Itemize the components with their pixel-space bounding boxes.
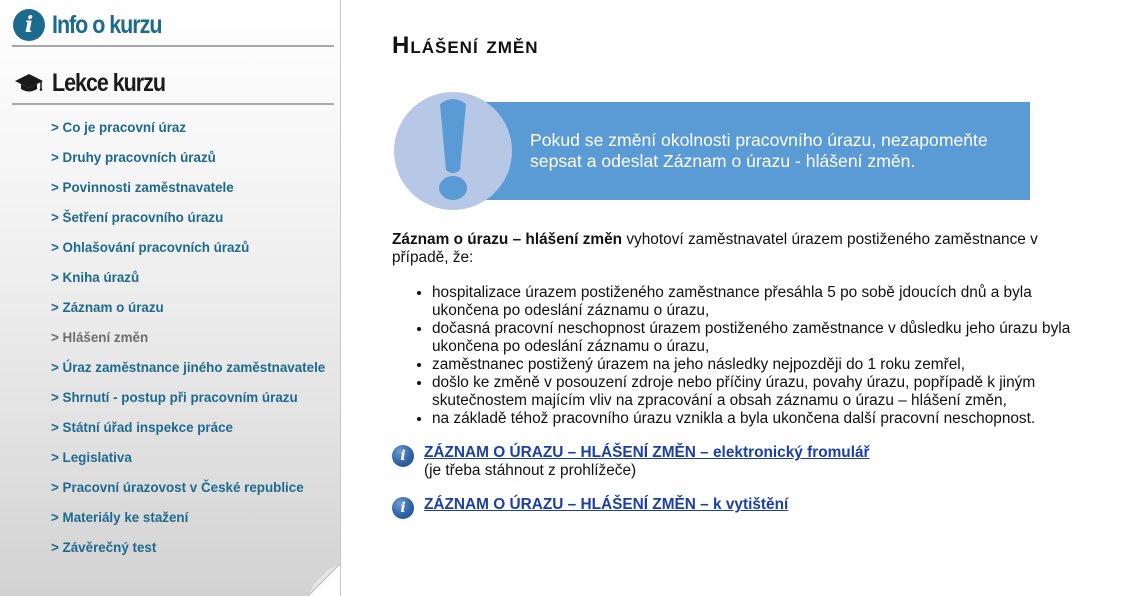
link-print-form[interactable]: ZÁZNAM O ÚRAZU – HLÁŠENÍ ZMĚN – k vytištění: [424, 496, 789, 513]
info-o-kurzu-title[interactable]: Info o kurzu: [52, 10, 162, 39]
graduation-cap-icon: [12, 66, 46, 100]
page-title: Hlášení změn: [392, 32, 539, 59]
sidebar-item[interactable]: > Povinnosti zaměstnavatele: [51, 178, 325, 208]
info-icon: i: [392, 445, 414, 467]
link-row-electronic: [392, 444, 870, 480]
intro-bold: Záznam o úrazu – hlášení změn: [392, 231, 623, 248]
lekce-kurzu-header[interactable]: [12, 63, 334, 105]
list-item: • zaměstnanec postižený úrazem na jeho následky nejpozději do 1 roku zemřel,: [432, 356, 1082, 374]
sidebar-item[interactable]: > Pracovní úrazovost v České republice: [51, 478, 325, 508]
sidebar-item[interactable]: > Státní úřad inspekce práce: [51, 418, 325, 448]
info-o-kurzu-header[interactable]: [12, 5, 334, 47]
sidebar-item[interactable]: > Záznam o úrazu: [51, 298, 325, 328]
sidebar-item[interactable]: > Co je pracovní úraz: [51, 118, 325, 148]
list-item: • došlo ke změně v posouzení zdroje nebo příčiny úrazu, povahy úrazu, popřípadě k jiným skutečnostem majícím vliv na zpracování a obsah záznamu o úrazu – hlášení změn,: [432, 374, 1082, 410]
sidebar-item[interactable]: > Šetření pracovního úrazu: [51, 208, 325, 238]
info-icon: i: [12, 8, 46, 42]
lesson-nav: [51, 118, 325, 568]
callout-box: [392, 90, 1032, 215]
list-item: • hospitalizace úrazem postiženého zaměstnance přesáhla 5 po sobě jdoucích dnů a byla ukončena po odeslání záznamu o úrazu,: [432, 284, 1082, 320]
exclamation-icon: [394, 92, 512, 210]
sidebar-item[interactable]: > Závěrečný test: [51, 538, 325, 568]
page-curl-corner: [300, 556, 340, 596]
sidebar-item[interactable]: > Legislativa: [51, 448, 325, 478]
list-item: • dočasná pracovní neschopnost úrazem postiženého zaměstnance v důsledku jeho úrazu byla ukončena po odeslání záznamu o úrazu,: [432, 320, 1082, 356]
sidebar-item[interactable]: > Ohlašování pracovních úrazů: [51, 238, 325, 268]
list-item: • na základě téhož pracovního úrazu vznikla a byla ukončena další pracovní neschopnost.: [432, 410, 1082, 428]
sidebar-item[interactable]: > Materiály ke stažení: [51, 508, 325, 538]
link-row-print: [392, 496, 788, 519]
info-icon: i: [392, 497, 414, 519]
sidebar-item[interactable]: > Kniha úrazů: [51, 268, 325, 298]
sidebar-item[interactable]: > Úraz zaměstnance jiného zaměstnavatele: [51, 358, 325, 388]
link-electronic-form[interactable]: ZÁZNAM O ÚRAZU – HLÁŠENÍ ZMĚN – elektronický fromulář: [424, 444, 870, 461]
lekce-kurzu-title[interactable]: Lekce kurzu: [52, 68, 165, 97]
sidebar-item: > Hlášení změn: [51, 328, 325, 358]
intro-rest: vyhotoví zaměstnavatel úrazem postiženého zaměstnance v případě, že:: [392, 231, 1038, 266]
callout-text: Pokud se změní okolnosti pracovního úrazu, nezapomeňte sepsat a odeslat Záznam o úrazu - hlášení změn.: [530, 130, 988, 171]
sidebar: [0, 0, 341, 596]
intro-paragraph: [392, 231, 1072, 267]
sidebar-item[interactable]: > Shrnutí - postup při pracovním úrazu: [51, 388, 325, 418]
conditions-list: [432, 284, 1082, 428]
sidebar-item[interactable]: > Druhy pracovních úrazů: [51, 148, 325, 178]
link-note: (je třeba stáhnout z prohlížeče): [424, 462, 637, 479]
